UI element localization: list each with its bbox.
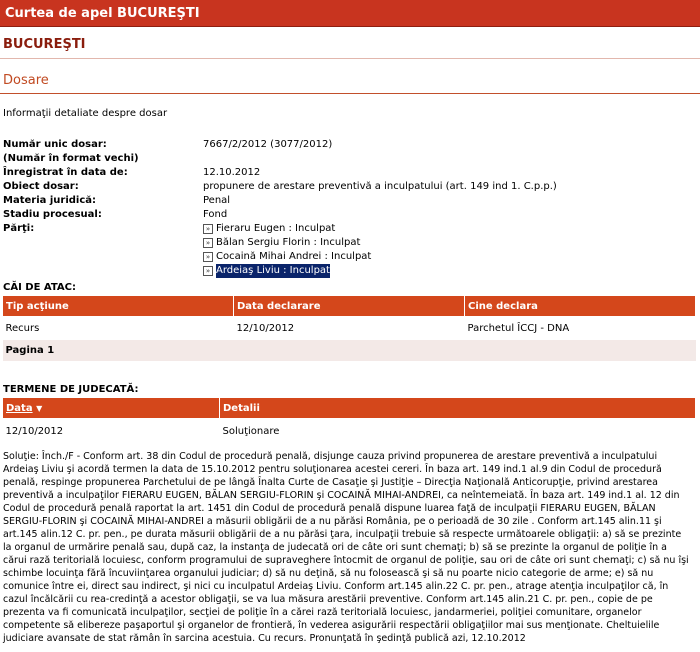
title-bar [0,0,700,27]
detail-label: Stadiu procesual: [3,209,102,220]
appeals-table [2,295,696,361]
column-header: Cine declara [465,296,696,317]
detail-row [0,138,700,152]
sort-date-link[interactable]: Data [6,402,33,414]
expand-arrow-icon[interactable]: » [203,252,213,262]
expand-arrow-icon[interactable]: » [203,224,213,234]
detail-row [0,194,700,208]
detail-label: Obiect dosar: [3,181,79,192]
table-cell: 12/10/2012 [5,426,64,437]
expand-arrow-icon[interactable]: » [203,266,213,276]
column-header-sortable[interactable] [3,398,220,419]
table-cell: Parchetul ÎCCJ - DNA [467,323,570,334]
column-header: Tip acţiune [3,296,234,317]
detail-value: Penal [203,195,231,206]
column-header: Data declarare [234,296,465,317]
detail-label: (Număr în format vechi) [3,153,139,164]
parties-label: Părţi: [3,223,35,234]
solution-text: Soluţie: Înch./F - Conform art. 38 din Codul de procedură penală, disjunge cauza privind propunerea de arestare preventivă a inculpatului Ardeiaş Liviu şi acordă termen la data de 15.10.2012 pentru soluţionarea acestei cereri. În baza art. 149 ind.1 al.9 din Codul de procedură penală, respinge propunerea Parchetului de pe lângă Înalta Curte de Casaţie şi Justiţie – Direcţia Naţională Anticorupţie, privind arestarea preventivă a inculpaţilor FIERARU EUGEN, BĂLAN SERGIU-FLORIN şi COCAINĂ MIHAI-ANDREI, ca neîntemeiată. În baza art. 149 ind.1 al. 12 din Codul de procedură penală raportat la art. 1451 din Codul de procedură penală dispune luarea faţă de inculpaţii FIERARU EUGEN, BĂLAN SERGIU-FLORIN şi COCAINĂ MIHAI-ANDREI a măsurii obligării de a nu părăsi România, pe o perioadă de 30 zile . Conform art.145 alin.11 şi art.145 alin.12 C. pr. pen., pe durata măsurii obligării de a nu părăsi ţara, inculpaţii trebuie să respecte următoarele obligaţii: a) să se prezinte la organul de urmărire penală sau, după caz, la instanţa de judecată ori de câte ori sunt chemaţi; b) să se prezinte la organul de poliţie în a cărui rază teritorială locuiesc, conform programului de supraveghere întocmit de organul de poliţie, sau ori de câte ori sunt chemaţi; c) să nu îşi schimbe locuinţa fără încuviinţarea organului judiciar; d) să nu deţină, să nu folosească şi să nu poarte nicio categorie de arme; e) să nu comunice între ei, direct sau indirect, şi nici cu inculpatul Ardeiaş Liviu. Conform art.145 alin.22 C. pr. pen., atrage atenţia inculpaţilor că, în cazul încălcării cu rea-credinţă a acestor obligaţii, se va lua măsura arestării preventive. Conform art.145 alin.21 C. pr. pen., copie de pe prezenta va fi comunicată inculpaţilor, secţiei de poliţie în a cărei rază teritorială locuiesc, jandarmeriei, poliţiei comunitare, organelor competente să elibereze paşaportul şi organelor de frontieră, în vederea asigurării respectării obligaţiilor mai sus menţionate. Cheltuielile judiciare avansate de stat rămân în sarcina acestuia. Cu recurs. Pronunţată în şedinţă publică azi, 12.10.2012 [3,451,689,644]
table-header-row [3,398,696,419]
detail-row [0,180,700,194]
page-title: Curtea de apel BUCUREŞTI [5,5,200,21]
table-row [3,419,696,445]
detail-row [0,208,700,222]
court-name: BUCUREŞTI [0,27,700,59]
appeals-title: CĂI DE ATAC: [3,282,76,293]
case-details [0,138,700,278]
detail-value: propunere de arestare preventivă a inculpatului (art. 149 ind 1. C.p.p.) [203,181,557,192]
party-name: Fieraru Eugen : Inculpat [216,223,336,234]
table-cell: 12/10/2012 [236,323,295,334]
hearings-title: TERMENE DE JUDECATĂ: [3,384,139,395]
pagination-label[interactable]: Pagina 1 [5,345,55,356]
section-title: Dosare [0,59,700,94]
detail-value: 7667/2/2012 (3077/2012) [203,139,333,150]
table-header-row [3,296,696,317]
column-header: Detalii [220,398,696,419]
sort-desc-icon[interactable]: ▼ [36,403,43,413]
detail-label: Număr unic dosar: [3,139,107,150]
pagination-row [3,340,696,361]
party-item[interactable] [203,250,700,264]
hearings-table [2,397,696,444]
table-cell: Recurs [5,323,40,334]
party-item-selected[interactable] [203,264,700,278]
detail-label: Înregistrat în data de: [3,167,128,178]
party-item[interactable] [203,236,700,250]
party-name: Cocaină Mihai Andrei : Inculpat [216,251,372,262]
detail-row [0,166,700,180]
table-cell: Soluţionare [222,426,280,437]
parties-list [203,222,700,278]
party-item[interactable] [203,222,700,236]
table-row [3,317,696,341]
detail-value: Fond [203,209,228,220]
detail-row [0,152,700,166]
detail-value [203,152,700,166]
detail-label: Materia juridică: [3,195,97,206]
parties-row [0,222,700,278]
intro-text: Informaţii detaliate despre dosar [3,108,168,119]
party-name: Bălan Sergiu Florin : Inculpat [216,237,361,248]
expand-arrow-icon[interactable]: » [203,238,213,248]
party-name: Ardeiaş Liviu : Inculpat [216,265,330,276]
detail-value: 12.10.2012 [203,167,261,178]
